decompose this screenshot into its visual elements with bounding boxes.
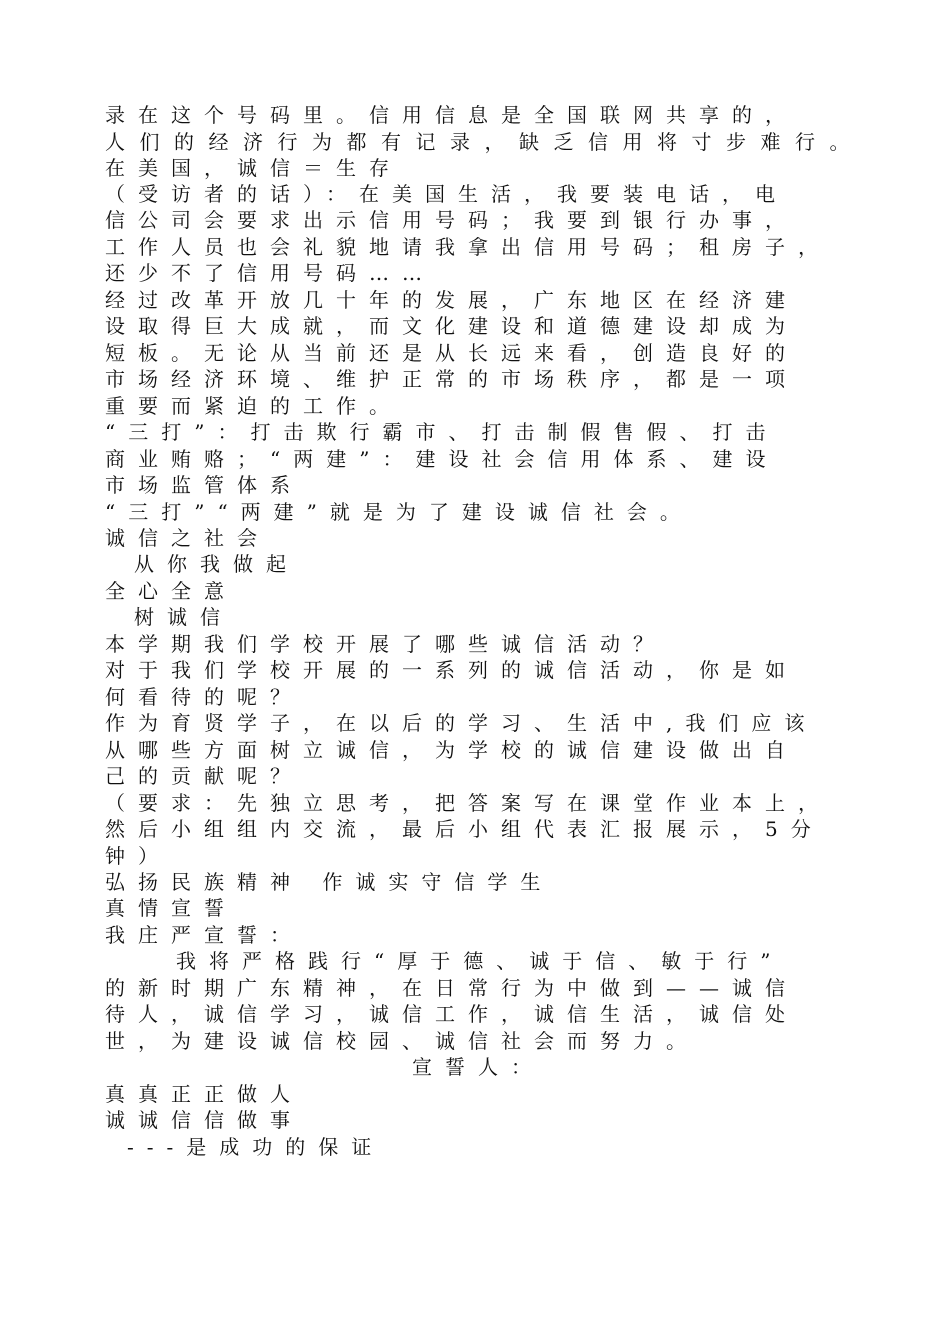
text-line: （受访者的话）：在美国生活，我要装电话，电 (105, 182, 788, 206)
text-line: 短板。无论从当前还是从长远来看，创造良好的 (105, 341, 798, 365)
text-line: 宣誓人： (412, 1055, 544, 1079)
text-line: 工作人员也会礼貌地请我拿出信用号码；租房子， (105, 235, 831, 259)
text-line: 信公司会要求出示信用号码；我要到银行办事， (105, 208, 798, 232)
text-line: 钟） (105, 844, 171, 868)
text-line: 人们的经济行为都有记录，缺乏信用将寸步难行。 (105, 130, 864, 154)
text-line: 商业贿赂；“两建”：建设社会信用体系、建设 (105, 447, 779, 471)
text-line: 然后小组组内交流，最后小组代表汇报展示，5分 (105, 817, 824, 841)
text-line: 我庄严宣誓： (105, 923, 303, 947)
text-line: 市场经济环境、维护正常的市场秩序，都是一项 (105, 367, 798, 391)
text-line: 在美国，诚信＝生存 (105, 156, 402, 180)
text-line: 何看待的呢？ (105, 685, 303, 709)
text-line: 市场监管体系 (105, 473, 303, 497)
text-line: 从哪些方面树立诚信，为学校的诚信建设做出自 (105, 738, 798, 762)
text-line: 作为育贤学子，在以后的学习、生活中,我们应该 (105, 711, 818, 735)
text-line: 的新时期广东精神，在日常行为中做到——诚信 (105, 976, 798, 1000)
text-line: 本学期我们学校开展了哪些诚信活动？ (105, 632, 666, 656)
text-line: 还少不了信用号码…… (105, 261, 435, 285)
text-line: 我将严格践行“厚于德、诚于信、敏于行” (176, 949, 784, 973)
text-line: 设取得巨大成就，而文化建设和道德建设却成为 (105, 314, 798, 338)
text-line: 弘扬民族精神 作诚实守信学生 (105, 870, 554, 894)
text-line: 经过改革开放几十年的发展，广东地区在经济建 (105, 288, 798, 312)
text-line: 对于我们学校开展的一系列的诚信活动，你是如 (105, 658, 798, 682)
text-line: 待人，诚信学习，诚信工作，诚信生活，诚信处 (105, 1002, 798, 1026)
text-line: 真情宣誓 (105, 896, 237, 920)
text-line: ---是成功的保证 (127, 1135, 385, 1159)
text-line: 诚信之社会 (105, 526, 270, 550)
text-line: 世，为建设诚信校园、诚信社会而努力。 (105, 1029, 699, 1053)
text-line: 重要而紧迫的工作。 (105, 394, 402, 418)
text-line: 全心全意 (105, 579, 237, 603)
text-line: 录在这个号码里。信用信息是全国联网共享的， (105, 103, 798, 127)
text-line: （要求：先独立思考，把答案写在课堂作业本上， (105, 791, 831, 815)
text-line: 从你我做起 (134, 552, 299, 576)
text-line: 诚诚信信做事 (105, 1108, 303, 1132)
text-line: “三打”：打击欺行霸市、打击制假售假、打击 (105, 420, 779, 444)
text-line: 己的贡献呢？ (105, 764, 303, 788)
text-line: 树诚信 (134, 605, 233, 629)
text-line: 真真正正做人 (105, 1082, 303, 1106)
text-line: “三打”“两建”就是为了建设诚信社会。 (105, 500, 693, 524)
